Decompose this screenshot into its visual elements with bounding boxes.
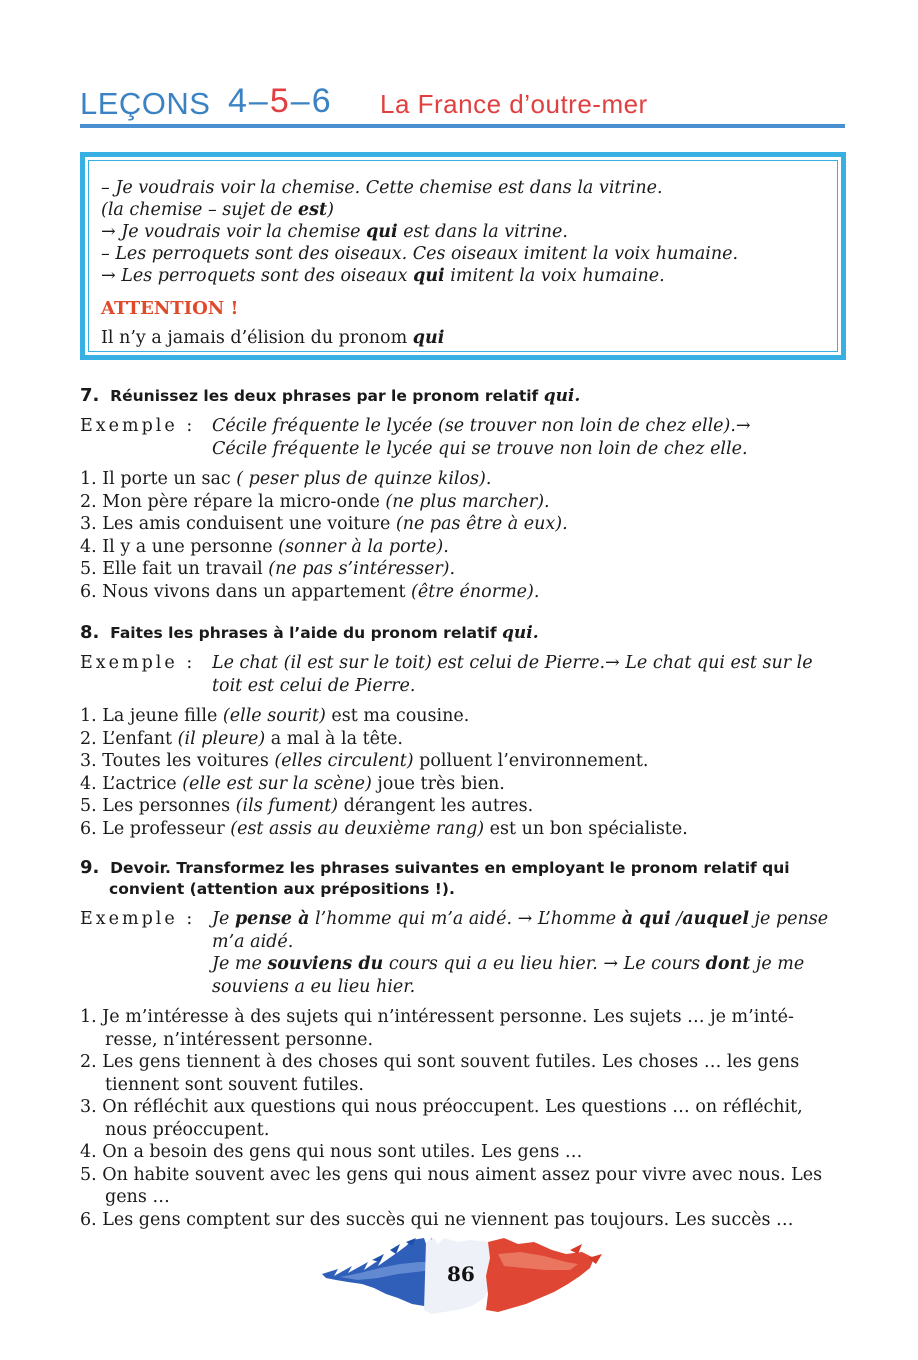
- list-item: 3. On réfléchit aux questions qui nous préoccupent. Les questions … on réfléchit, nous préoccupent.: [80, 1097, 803, 1140]
- list-item: 5. Les personnes (ils fument) dérangent les autres.: [80, 796, 534, 816]
- rule-line-5: → Les perroquets sont des oiseaux qui imitent la voix humaine.: [101, 266, 665, 286]
- lesson-number-4: 4: [228, 82, 249, 120]
- list-item: 2. Mon père répare la micro-onde (ne plus marcher).: [80, 491, 550, 512]
- list-item: 6. Les gens comptent sur des succès qui ne viennent pas toujours. Les succès …: [80, 1209, 794, 1230]
- list-item: 5. On habite souvent avec les gens qui nous aiment assez pour vivre avec nous. Les gens …: [80, 1164, 823, 1207]
- lesson-number-6: 6: [311, 82, 333, 120]
- list-item: 1. Je m’intéresse à des sujets qui n’intéressent personne. Les sujets … je m’inté- resse, n’intéressent personne.: [80, 1007, 794, 1050]
- exercise-8: [80, 622, 846, 840]
- list-item: 4. On a besoin des gens qui nous sont utiles. Les gens …: [80, 1142, 583, 1162]
- exercise-8-example: [80, 652, 846, 697]
- example-text: [212, 908, 846, 998]
- list-item: 1. La jeune fille (elle sourit) est ma cousine.: [80, 706, 470, 726]
- example-label: Exemple :: [80, 416, 196, 436]
- list-item: 6. Nous vivons dans un appartement (être énorme).: [80, 581, 540, 602]
- example-sentence-2: Je me souviens du cours qui a eu lieu hier. → Le cours dont je me souviens a eu lieu hier.: [212, 954, 805, 997]
- exercise-7: [80, 385, 846, 603]
- exercise-9-items: [80, 1006, 846, 1231]
- lessons-label: LEÇONS: [80, 86, 211, 121]
- example-text: Cécile fréquente le lycée (se trouver non loin de chez elle).→ Cécile fréquente le lycée qui se trouve non loin de chez elle.: [212, 416, 751, 459]
- lesson-dash-1: –: [248, 82, 270, 120]
- example-label: Exemple :: [80, 653, 196, 673]
- list-item: 3. Toutes les voitures (elles circulent) polluent l’environnement.: [80, 751, 649, 771]
- rule-line-4: – Les perroquets sont des oiseaux. Ces oiseaux imitent la voix humaine.: [101, 244, 739, 264]
- example-label: Exemple :: [80, 909, 196, 929]
- lesson-header: [80, 80, 845, 128]
- list-item: 4. L’actrice (elle est sur la scène) joue très bien.: [80, 773, 505, 794]
- grammar-rule-box: [80, 152, 846, 360]
- header-rule: [80, 124, 845, 128]
- list-item: 3. Les amis conduisent une voiture (ne pas être à eux).: [80, 514, 568, 534]
- page-number: 86: [447, 1262, 475, 1286]
- list-item: 5. Elle fait un travail (ne pas s’intéresser).: [80, 559, 456, 579]
- grammar-rule-content: [88, 160, 838, 352]
- list-item: 6. Le professeur (est assis au deuxième rang) est un bon spécialiste.: [80, 818, 688, 839]
- list-item: 2. L’enfant (il pleure) a mal à la tête.: [80, 728, 403, 749]
- lesson-number-5: 5: [269, 82, 291, 120]
- lesson-title: La France d’outre-mer: [380, 89, 648, 119]
- page-footer: [320, 1236, 610, 1316]
- exercise-8-title: 8. Faites les phrases à l’aide du pronom relatif qui.: [80, 622, 539, 643]
- exercise-7-example: [80, 415, 846, 460]
- lesson-dash-2: –: [290, 82, 312, 120]
- example-sentence-1: Je pense à l’homme qui m’a aidé. → L’homme à qui /auquel je pense m’a aidé.: [212, 909, 829, 952]
- list-item: 4. Il y a une personne (sonner à la porte).: [80, 536, 449, 557]
- list-item: 1. Il porte un sac ( peser plus de quinze kilos).: [80, 469, 492, 489]
- lesson-numbers: [228, 82, 333, 121]
- rule-line-3: → Je voudrais voir la chemise qui est dans la vitrine.: [101, 222, 568, 242]
- list-item: 2. Les gens tiennent à des choses qui sont souvent futiles. Les choses … les gens tiennent sont souvent futiles.: [80, 1052, 800, 1095]
- rule-line-2: (la chemise – sujet de est): [101, 200, 334, 220]
- rule-line-1: – Je voudrais voir la chemise. Cette chemise est dans la vitrine.: [101, 178, 663, 198]
- exercise-9-title: 9. Devoir. Transformez les phrases suivantes en employant le pronom relatif qui convient (attention aux prépositions !).: [80, 857, 790, 898]
- exercise-9-example: [80, 908, 846, 998]
- exercise-7-title: 7. Réunissez les deux phrases par le pronom relatif qui.: [80, 385, 581, 406]
- exercise-7-items: [80, 468, 846, 603]
- exercise-8-items: [80, 705, 846, 840]
- attention-note: Il n’y a jamais d’élision du pronom qui: [101, 328, 445, 348]
- attention-heading: ATTENTION !: [101, 298, 239, 319]
- exercise-9: [80, 857, 846, 1231]
- example-text: Le chat (il est sur le toit) est celui de Pierre.→ Le chat qui est sur le toit est celui de Pierre.: [212, 653, 813, 696]
